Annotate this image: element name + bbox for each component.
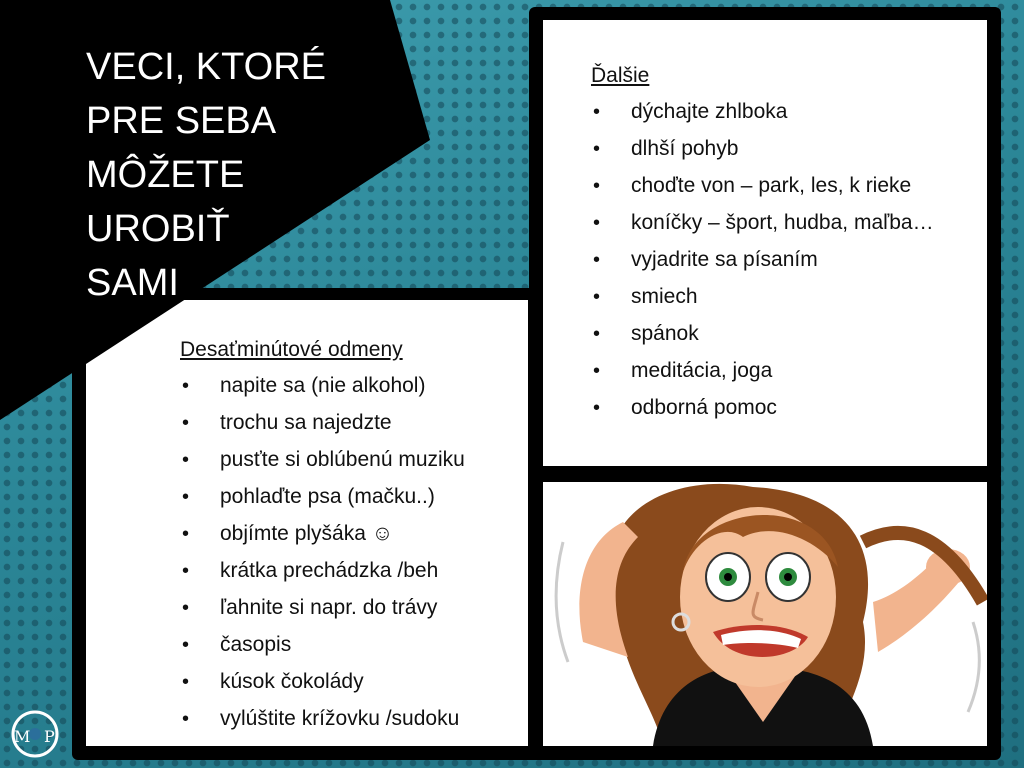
- right-list: [591, 98, 934, 431]
- list-item: • choďte von – park, les, k rieke: [591, 172, 934, 209]
- illustration-panel: [543, 482, 987, 746]
- right-list-panel: [543, 20, 987, 466]
- list-item: • ľahnite si napr. do trávy: [180, 594, 465, 631]
- page-title: VECI, KTORÉ PRE SEBA MÔŽETE UROBIŤ SAMI: [86, 46, 327, 304]
- list-item: • časopis: [180, 631, 465, 668]
- list-item: • meditácia, joga: [591, 357, 934, 394]
- list-item: • trochu sa najedzte: [180, 409, 465, 446]
- logo-letter-p: P: [44, 727, 55, 746]
- list-item: • vylúštite krížovku /sudoku: [180, 705, 465, 742]
- list-item: • napite sa (nie alkohol): [180, 372, 465, 409]
- list-item: • dýchajte zhlboka: [591, 98, 934, 135]
- right-list-heading: Ďalšie: [591, 64, 650, 87]
- list-item: • pusťte si oblúbenú muziku: [180, 446, 465, 483]
- left-list-heading: Desaťminútové odmeny: [180, 338, 403, 361]
- list-item: • odborná pomoc: [591, 394, 934, 431]
- list-item: • krátka prechádzka /beh: [180, 557, 465, 594]
- stressed-woman-illustration: [543, 482, 987, 746]
- left-list-panel: [86, 300, 528, 746]
- logo-letter-m: M: [14, 727, 31, 746]
- mp-logo: [4, 706, 66, 762]
- list-item: • vyjadrite sa písaním: [591, 246, 934, 283]
- list-item: • koníčky – šport, hudba, maľba…: [591, 209, 934, 246]
- list-item: • objímte plyšáka ☺: [180, 520, 465, 557]
- left-list: [180, 372, 465, 742]
- list-item: • pohlaďte psa (mačku..): [180, 483, 465, 520]
- list-item: • smiech: [591, 283, 934, 320]
- list-item: • spánok: [591, 320, 934, 357]
- list-item: • kúsok čokolády: [180, 668, 465, 705]
- list-item: • dlhší pohyb: [591, 135, 934, 172]
